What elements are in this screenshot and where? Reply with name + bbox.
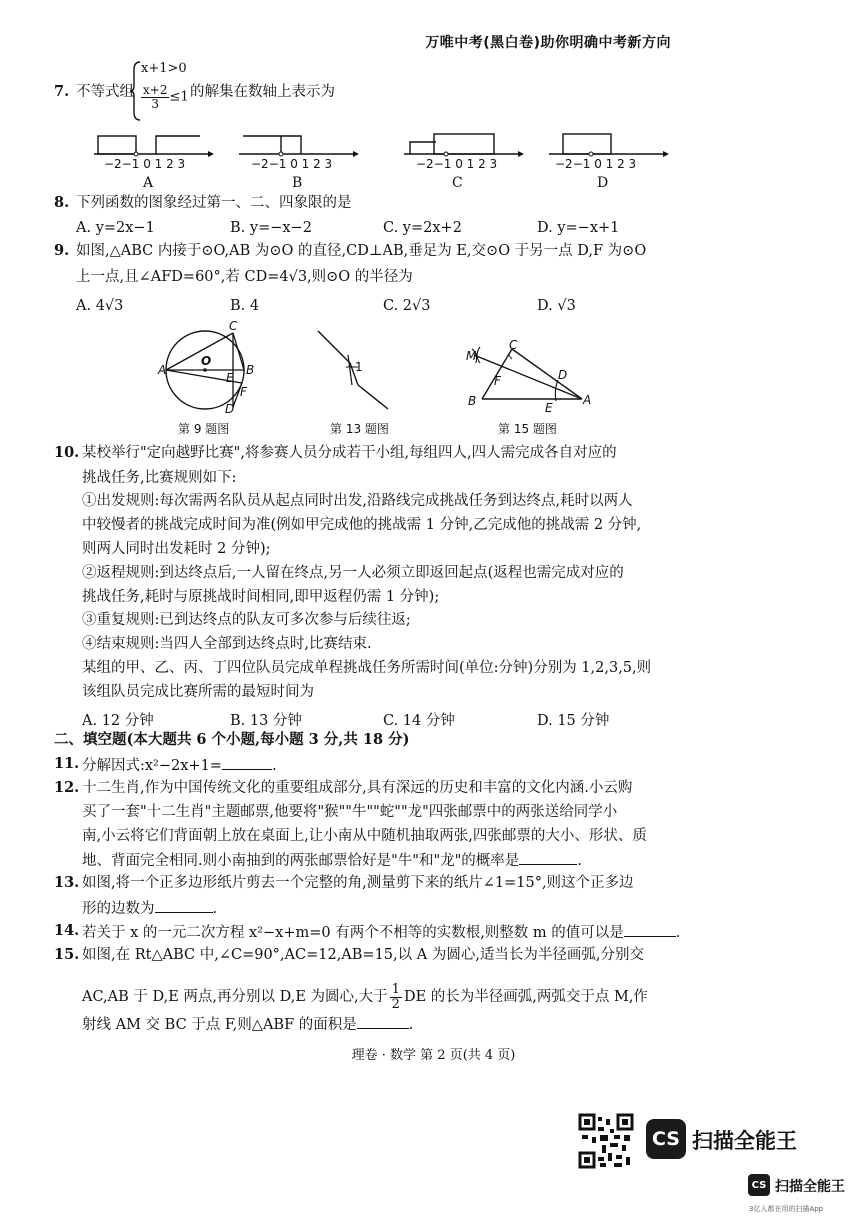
q15-line-1: 如图,在 Rt△ABC 中,∠C=90°,AC=12,AB=15,以 A 为圆心,适当长为半径画弧,分别交 — [82, 947, 645, 963]
q10-line-4: 中较慢者的挑战完成时间为准(例如甲完成他的挑战需 1 分钟,乙完成他的挑战需 2 分钟, — [82, 517, 642, 533]
page-footer: 理卷 · 数学 第 2 页(共 4 页) — [351, 1048, 516, 1063]
fig13-label-1: 1 — [355, 360, 363, 374]
q12-line-1: 十二生肖,作为中国传统文化的重要组成部分,具有深远的历史和丰富的文化内涵.小云购 — [82, 780, 633, 796]
q10-line-2: 挑战任务,比赛规则如下: — [82, 470, 237, 486]
q15-fraction — [390, 983, 402, 1011]
fig15-label-c: C — [509, 338, 518, 352]
q9-option-b[interactable]: B. 4 — [230, 298, 260, 314]
q15-line-2a: AC,AB 于 D,E 两点,再分别以 D,E 为圆心,大于 — [82, 989, 388, 1006]
q14-end: . — [675, 925, 681, 941]
q14-number: 14. — [54, 922, 80, 939]
q9-line1: 如图,△ABC 内接于⊙O,AB 为⊙O 的直径,CD⊥AB,垂足为 E,交⊙O 于另一点 D,F 为⊙O — [76, 243, 647, 259]
fig9-label-b: B — [246, 363, 255, 377]
q9-option-a[interactable]: A. 4√3 — [76, 298, 124, 314]
q9-number: 9. — [54, 242, 70, 259]
q10-line-7: 挑战任务,耗时与原挑战时间相同,即甲返程仍需 1 分钟); — [82, 589, 440, 605]
fig9-label-d: D — [225, 402, 235, 416]
q7-frac-den: 3 — [151, 96, 160, 111]
q10-option-c[interactable]: C. 14 分钟 — [383, 713, 455, 729]
q15-line-2 — [82, 983, 648, 1011]
section-2-title: 二、填空题(本大题共 6 个小题,每小题 3 分,共 18 分) — [54, 731, 410, 748]
q12-answer-blank[interactable] — [519, 852, 577, 865]
q15-line-2b: DE 的长为半径画弧,两弧交于点 M,作 — [403, 989, 648, 1006]
fig9-label-o: O — [201, 354, 212, 368]
q10-line-10: 某组的甲、乙、丙、丁四位队员完成单程挑战任务所需时间(单位:分钟)分别为 1,2,3,5,则 — [82, 660, 652, 676]
q10-line-8: ③重复规则:已到达终点的队友可多次参与后续往返; — [82, 612, 411, 628]
q10-option-b[interactable]: B. 13 分钟 — [230, 713, 302, 729]
camscanner-slogan: 3亿人都在用的扫描App — [749, 1205, 824, 1213]
q13-line-2: 形的边数为 — [82, 901, 155, 917]
q11-number: 11. — [54, 755, 80, 772]
q7-option-b[interactable]: B — [292, 175, 303, 191]
fig15-label-a: A — [583, 393, 592, 407]
q15-number: 15. — [54, 946, 80, 963]
fig9-label-a: A — [158, 363, 167, 377]
page-header: 万唯中考(黑白卷)助你明确中考新方向 — [425, 35, 671, 51]
q7-option-c[interactable]: C — [452, 175, 463, 191]
q9-line2: 上一点,且∠AFD=60°,若 CD=4√3,则⊙O 的半径为 — [76, 269, 413, 285]
camscanner-small-logo-icon: CS — [748, 1174, 770, 1196]
q11-end: . — [271, 758, 277, 774]
q15-end: . — [408, 1017, 414, 1033]
q8-option-c[interactable]: C. y=2x+2 — [383, 220, 462, 236]
camscanner-name: 扫描全能王 — [692, 1129, 797, 1153]
q7-stem-a: 不等式组 — [76, 84, 134, 100]
q10-line-1: 某校举行"定向越野比赛",将参赛人员分成若干小组,每组四人,四人需完成各自对应的 — [82, 445, 617, 461]
camscanner-small-name: 扫描全能王 — [775, 1179, 845, 1195]
q12-line-2: 买了一套"十二生肖"主题邮票,他要将"猴""牛""蛇""龙"四张邮票中的两张送给同学小 — [82, 804, 618, 820]
q7-ticks-b: −2−1 0 1 2 3 — [251, 157, 333, 171]
q10-line-3: ①出发规则:每次需两名队员从起点同时出发,沿路线完成挑战任务到达终点,耗时以两人 — [82, 493, 633, 509]
q14-answer-blank[interactable] — [624, 924, 676, 937]
q12-end: . — [577, 853, 582, 869]
q7-frac-num: x+2 — [143, 83, 168, 97]
q8-number: 8. — [54, 194, 70, 211]
fig13-caption: 第 13 题图 — [330, 422, 389, 436]
fig15-caption: 第 15 题图 — [498, 422, 557, 436]
q12-line-4-wrap — [82, 852, 582, 869]
camscanner-logo-icon: CS — [646, 1119, 686, 1159]
q7-system-line2 — [141, 84, 189, 110]
q8-option-b[interactable]: B. y=−x−2 — [230, 220, 312, 236]
q12-line-4: 地、背面完全相同.则小南抽到的两张邮票恰好是"牛"和"龙"的概率是 — [82, 853, 520, 869]
q10-line-5: 则两人同时出发耗时 2 分钟); — [82, 541, 271, 557]
q9-option-d[interactable]: D. √3 — [537, 298, 576, 314]
q13-number: 13. — [54, 874, 80, 891]
q7-system-rel: ≤1 — [169, 89, 189, 105]
q7-number: 7. — [54, 83, 70, 100]
fig9-label-e: E — [226, 371, 234, 385]
q7-ticks-c: −2−1 0 1 2 3 — [416, 157, 498, 171]
q7-option-d[interactable]: D — [597, 175, 609, 191]
fig15-label-m: M — [466, 349, 477, 363]
fig15-label-e: E — [545, 401, 553, 415]
q10-number: 10. — [54, 444, 80, 461]
q15-frac-num: 1 — [391, 982, 400, 997]
q15-line-3-wrap — [82, 1016, 413, 1033]
q11-text — [82, 757, 277, 774]
figure-15 — [462, 335, 592, 415]
q7-system-line1: x+1>0 — [141, 61, 187, 76]
q13-answer-blank[interactable] — [155, 900, 213, 913]
q11-stem: 分解因式:x²−2x+1= — [82, 758, 222, 774]
q14-text — [82, 924, 680, 941]
q10-line-11: 该组队员完成比赛所需的最短时间为 — [82, 684, 314, 700]
q15-frac-den: 2 — [391, 996, 400, 1012]
q9-option-c[interactable]: C. 2√3 — [383, 298, 431, 314]
q11-answer-blank[interactable] — [222, 757, 272, 770]
q7-ticks-a: −2−1 0 1 2 3 — [104, 157, 186, 171]
fig9-label-c: C — [229, 319, 238, 333]
fig9-label-f: F — [240, 385, 247, 399]
q14-stem: 若关于 x 的一元二次方程 x²−x+m=0 有两个不相等的实数根,则整数 m 的值可以是 — [82, 925, 624, 941]
fig9-caption: 第 9 题图 — [178, 422, 230, 436]
q10-option-d[interactable]: D. 15 分钟 — [537, 713, 610, 729]
q12-line-3: 南,小云将它们背面朝上放在桌面上,让小南从中随机抽取两张,四张邮票的大小、形状、质 — [82, 828, 647, 844]
q13-end: . — [212, 901, 218, 917]
q13-line-1: 如图,将一个正多边形纸片剪去一个完整的角,测量剪下来的纸片∠1=15°,则这个正多边 — [82, 875, 634, 891]
q15-answer-blank[interactable] — [357, 1016, 409, 1029]
q10-line-9: ④结束规则:当四人全部到达终点时,比赛结束. — [82, 636, 372, 652]
qr-code-icon — [578, 1113, 634, 1169]
q7-brace-icon — [128, 60, 142, 122]
q7-stem-b: 的解集在数轴上表示为 — [190, 84, 335, 100]
fig15-label-b: B — [468, 394, 477, 408]
fig15-label-d: D — [558, 368, 568, 382]
q8-option-d[interactable]: D. y=−x+1 — [537, 220, 620, 236]
q7-ticks-d: −2−1 0 1 2 3 — [555, 157, 637, 171]
q8-option-a[interactable]: A. y=2x−1 — [76, 220, 155, 236]
q13-line-2-wrap — [82, 900, 217, 917]
q10-line-6: ②返程规则:到达终点后,一人留在终点,另一人必须立即返回起点(返程也需完成对应的 — [82, 565, 624, 581]
fig15-label-f: F — [494, 374, 501, 388]
q12-number: 12. — [54, 779, 80, 796]
q8-stem: 下列函数的图象经过第一、二、四象限的是 — [76, 195, 352, 211]
q7-option-a[interactable]: A — [143, 175, 154, 191]
q15-line-3: 射线 AM 交 BC 于点 F,则△ABF 的面积是 — [82, 1017, 357, 1033]
q10-option-a[interactable]: A. 12 分钟 — [82, 713, 154, 729]
